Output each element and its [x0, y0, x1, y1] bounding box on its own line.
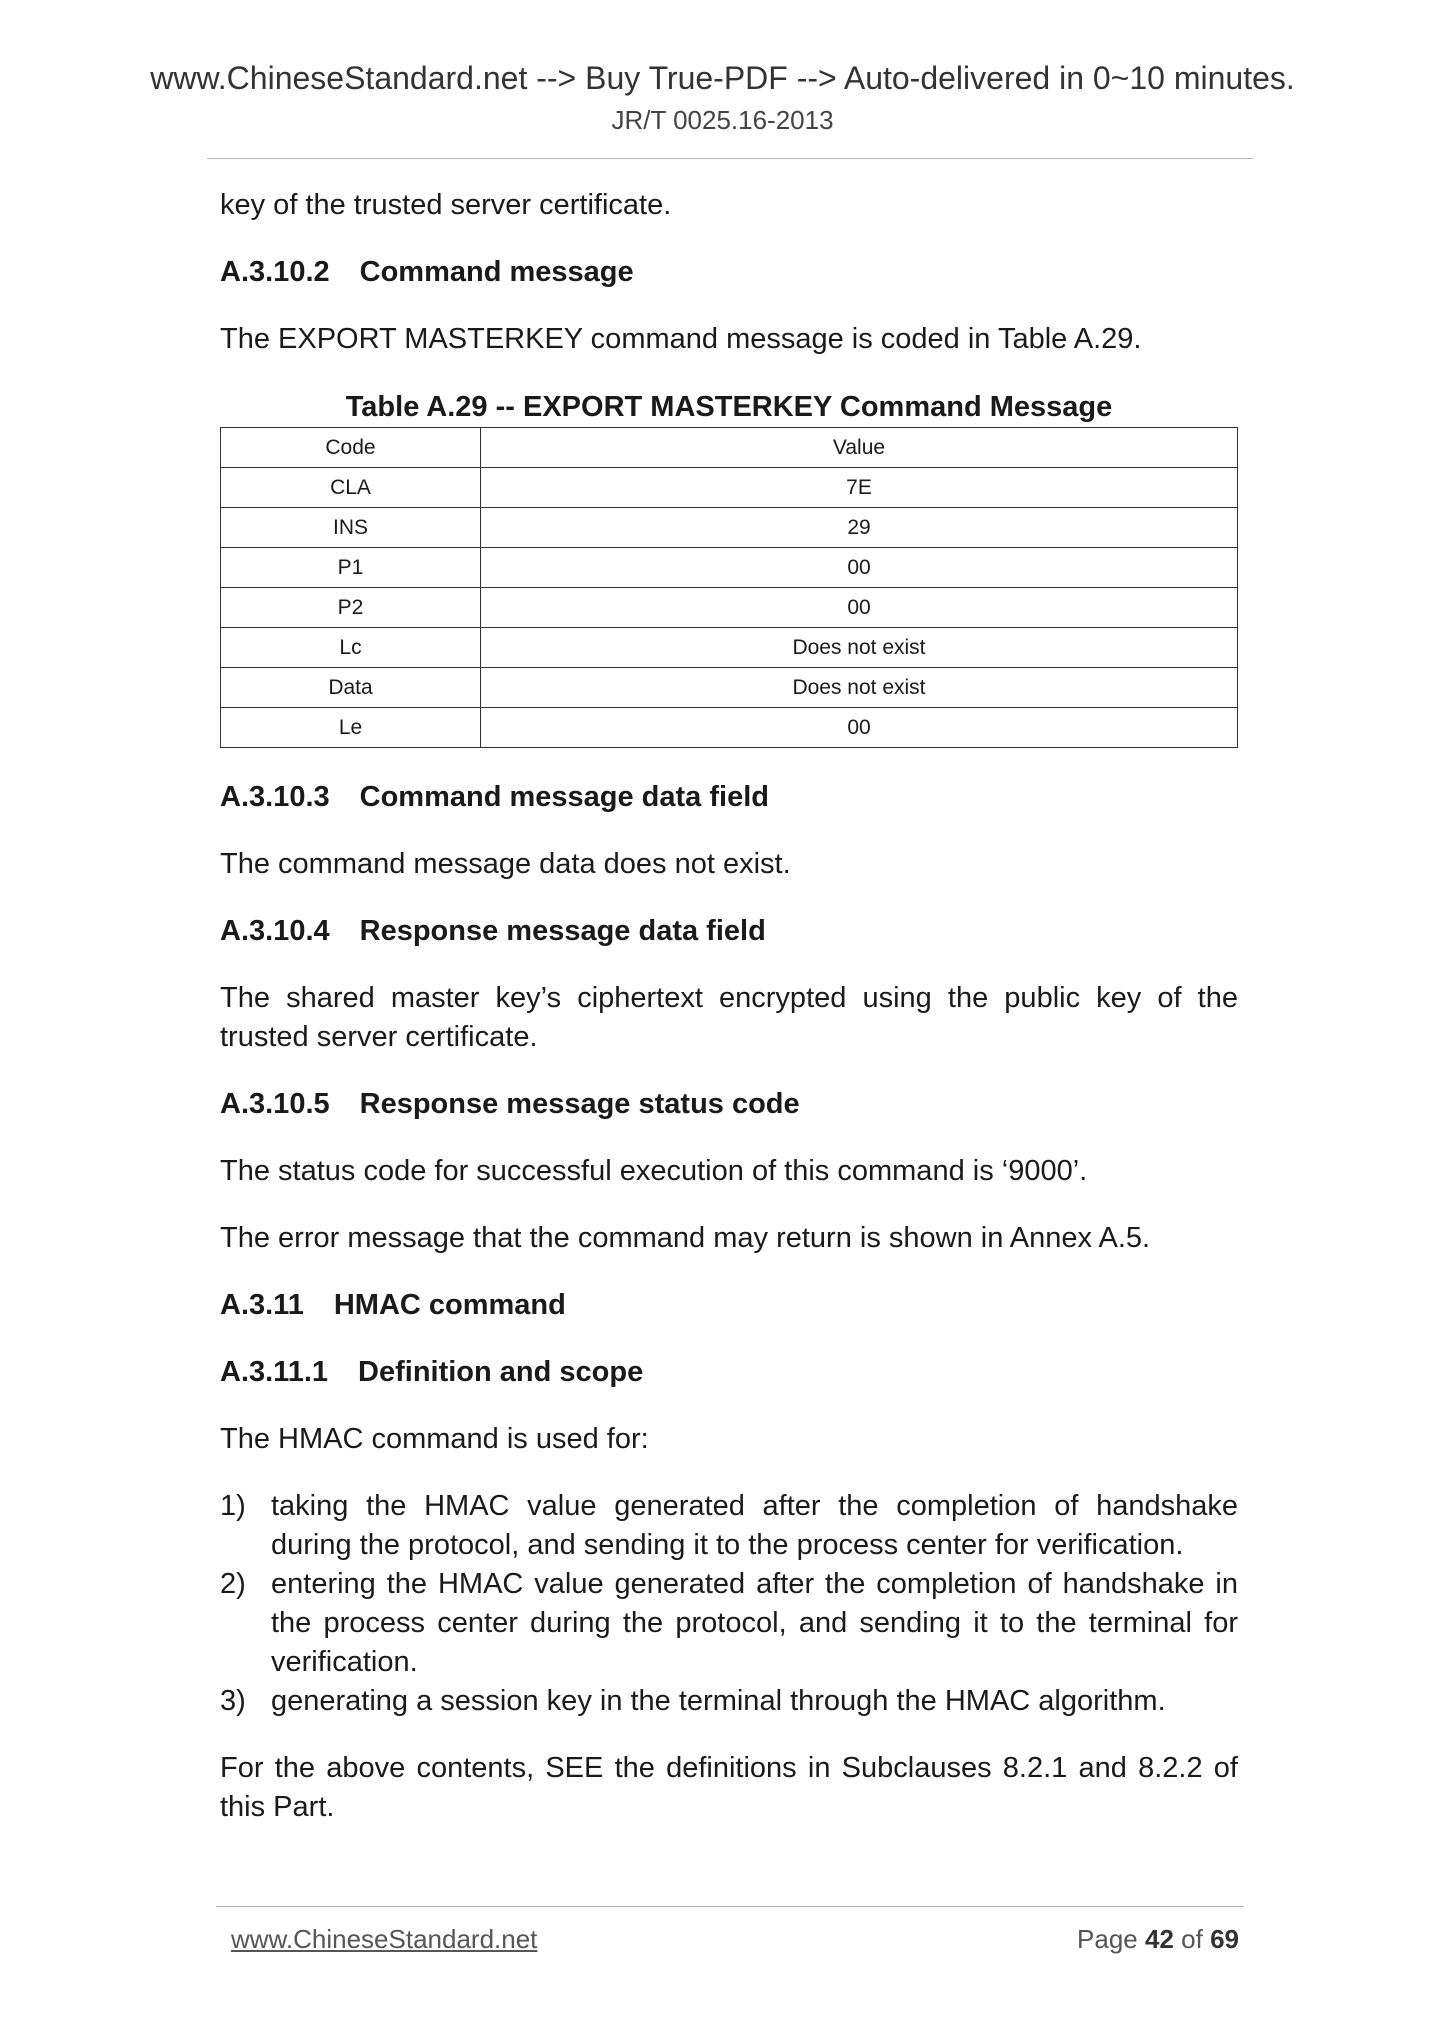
hmac-usage-list: [220, 1487, 1238, 1721]
command-message-table: [220, 427, 1238, 748]
table-cell-code: INS: [221, 508, 481, 548]
table-cell-value: 29: [481, 508, 1238, 548]
section-heading-a311: [220, 1286, 1238, 1325]
document-body: [220, 186, 1238, 1855]
header-divider: [207, 158, 1253, 159]
footer-website-link[interactable]: www.ChineseStandard.net: [231, 1924, 538, 1954]
table-row: [221, 628, 1238, 668]
list-item-text: taking the HMAC value generated after the completion of handshake during the protocol, and sending it to the process center for verification.: [271, 1490, 1238, 1561]
page-total: 69: [1210, 1924, 1239, 1954]
table-row: [221, 708, 1238, 748]
footer-divider: [216, 1906, 1244, 1907]
table-cell-value: 00: [481, 588, 1238, 628]
table-row: [221, 588, 1238, 628]
list-item-text: generating a session key in the terminal through the HMAC algorithm.: [271, 1685, 1166, 1717]
section-number: A.3.10.2: [220, 256, 330, 288]
section-heading-a31004: [220, 912, 1238, 951]
page-current: 42: [1145, 1924, 1174, 1954]
table-cell-code: CLA: [221, 468, 481, 508]
standard-number: JR/T 0025.16-2013: [611, 105, 834, 135]
table-row: [221, 668, 1238, 708]
paragraph-command-data: The command message data does not exist.: [220, 848, 791, 880]
section-heading-a31002: [220, 253, 1238, 292]
table-cell-code: Data: [221, 668, 481, 708]
page-of: of: [1181, 1924, 1203, 1954]
section-heading-a31003: [220, 778, 1238, 817]
page-label: Page: [1077, 1924, 1138, 1954]
section-heading-a31005: [220, 1085, 1238, 1124]
list-marker: 1): [220, 1490, 246, 1522]
section-title: Response message data field: [359, 915, 766, 947]
list-item: [220, 1565, 1238, 1682]
table-cell-value: 00: [481, 548, 1238, 588]
table-cell-code: P1: [221, 548, 481, 588]
table-caption: Table A.29 -- EXPORT MASTERKEY Command Message: [345, 391, 1113, 423]
page-header: [0, 56, 1445, 138]
list-item: [220, 1682, 1238, 1721]
section-title: Command message: [359, 256, 634, 288]
section-title: Command message data field: [359, 781, 769, 813]
table-cell-value: 7E: [481, 468, 1238, 508]
table-cell-value: Does not exist: [481, 628, 1238, 668]
paragraph-status-code: The status code for successful execution of this command is ‘9000’.: [220, 1155, 1088, 1187]
page-indicator: [1077, 1924, 1239, 1955]
list-marker: 2): [220, 1568, 246, 1600]
paragraph-subclause-reference: For the above contents, SEE the definitions in Subclauses 8.2.1 and 8.2.2 of this Part.: [220, 1752, 1238, 1823]
section-title: Response message status code: [359, 1088, 800, 1120]
section-title: HMAC command: [333, 1289, 566, 1321]
section-number: A.3.11: [220, 1289, 304, 1321]
section-number: A.3.10.5: [220, 1088, 330, 1120]
table-row: [221, 508, 1238, 548]
column-header-code: Code: [221, 428, 481, 468]
intro-fragment: key of the trusted server certificate.: [220, 189, 672, 221]
table-row: [221, 468, 1238, 508]
section-number: A.3.10.4: [220, 915, 330, 947]
table-cell-code: Lc: [221, 628, 481, 668]
table-row: [221, 548, 1238, 588]
section-title: Definition and scope: [358, 1356, 644, 1388]
list-marker: 3): [220, 1685, 246, 1717]
column-header-value: Value: [481, 428, 1238, 468]
section-number: A.3.10.3: [220, 781, 330, 813]
table-cell-code: P2: [221, 588, 481, 628]
section-heading-a3111: [220, 1353, 1238, 1392]
table-cell-value: Does not exist: [481, 668, 1238, 708]
paragraph-hmac-usage: The HMAC command is used for:: [220, 1423, 649, 1455]
table-cell-code: Le: [221, 708, 481, 748]
paragraph-response-data: The shared master key’s ciphertext encrypted using the public key of the trusted server certificate.: [220, 982, 1238, 1053]
table-header-row: [221, 428, 1238, 468]
header-banner: www.ChineseStandard.net --> Buy True-PDF --> Auto-delivered in 0~10 minutes.: [150, 60, 1295, 96]
section-number: A.3.11.1: [220, 1356, 329, 1388]
list-item: [220, 1487, 1238, 1565]
list-item-text: entering the HMAC value generated after the completion of handshake in the process center during the protocol, and sending it to the terminal for verification.: [271, 1568, 1238, 1678]
paragraph-error-message: The error message that the command may return is shown in Annex A.5.: [220, 1222, 1151, 1254]
paragraph-command-message: The EXPORT MASTERKEY command message is coded in Table A.29.: [220, 323, 1142, 355]
table-cell-value: 00: [481, 708, 1238, 748]
